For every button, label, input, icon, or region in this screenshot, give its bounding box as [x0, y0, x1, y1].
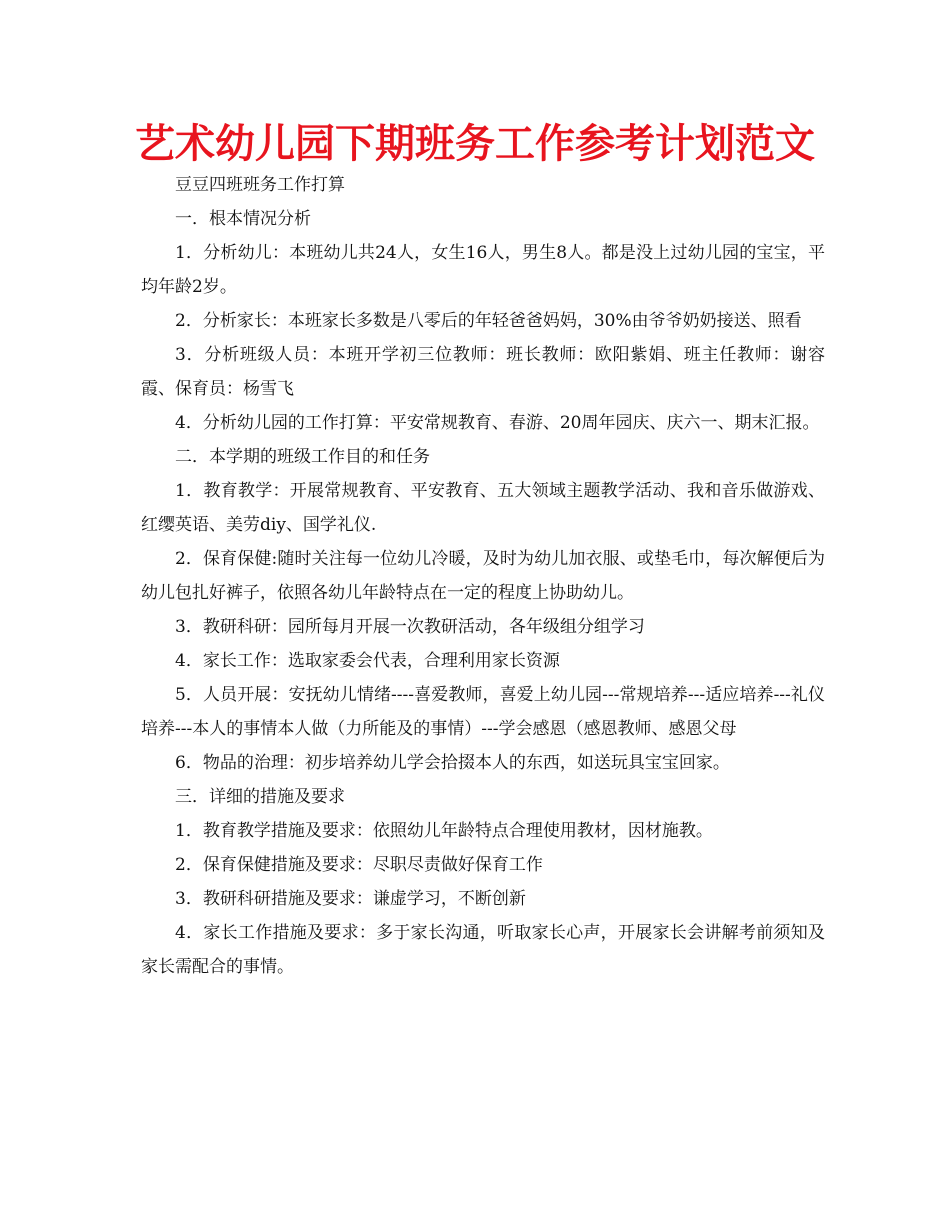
paragraph: 1．教育教学措施及要求：依照幼儿年龄特点合理使用教材，因材施教。 [175, 821, 713, 841]
paragraph: 2．分析家长：本班家长多数是八零后的年轻爸爸妈妈，30%由爷爷奶奶接送、照看 [175, 311, 802, 331]
paragraph: 4．分析幼儿园的工作打算：平安常规教育、春游、20周年园庆、庆六一、期末汇报。 [175, 413, 820, 433]
paragraph: 1．教育教学：开展常规教育、平安教育、五大领域主题教学活动、我和音乐做游戏、红缨英语、美劳diy、国学礼仪. [141, 481, 825, 535]
paragraph: 2．保育保健措施及要求：尽职尽责做好保育工作 [175, 855, 543, 875]
paragraph: 4．家长工作：选取家委会代表，合理利用家长资源 [175, 651, 560, 671]
paragraph: 3．教研科研措施及要求：谦虚学习，不断创新 [175, 889, 526, 909]
section-heading: 一．根本情况分析 [175, 209, 311, 229]
paragraph: 5．人员开展：安抚幼儿情绪----喜爱教师，喜爱上幼儿园---常规培养---适应培养---礼仪培养---本人的事情本人做（力所能及的事情）---学会感恩（感恩教师、感恩父母 [141, 685, 825, 739]
paragraph: 1．分析幼儿：本班幼儿共24人，女生16人，男生8人。都是没上过幼儿园的宝宝，平均年龄2岁。 [141, 243, 825, 297]
paragraph: 4．家长工作措施及要求：多于家长沟通，听取家长心声，开展家长会讲解考前须知及家长需配合的事情。 [141, 923, 825, 977]
paragraph: 3．分析班级人员：本班开学初三位教师：班长教师：欧阳紫娟、班主任教师：谢容霞、保育员：杨雪飞 [141, 345, 825, 399]
paragraph: 3．教研科研：园所每月开展一次教研活动，各年级组分组学习 [175, 617, 645, 637]
section-heading: 三．详细的措施及要求 [175, 787, 345, 807]
paragraph: 2．保育保健:随时关注每一位幼儿冷暖，及时为幼儿加衣服、或垫毛巾，每次解便后为幼儿包扎好裤子，依照各幼儿年龄特点在一定的程度上协助幼儿。 [141, 549, 825, 603]
document-body [141, 168, 825, 984]
document-title: 艺术幼儿园下期班务工作参考计划范文 [135, 121, 815, 167]
section-heading: 二．本学期的班级工作目的和任务 [175, 447, 430, 467]
paragraph: 6．物品的治理：初步培养幼儿学会拾掇本人的东西，如送玩具宝宝回家。 [175, 753, 730, 773]
plan-heading: 豆豆四班班务工作打算 [175, 175, 345, 195]
